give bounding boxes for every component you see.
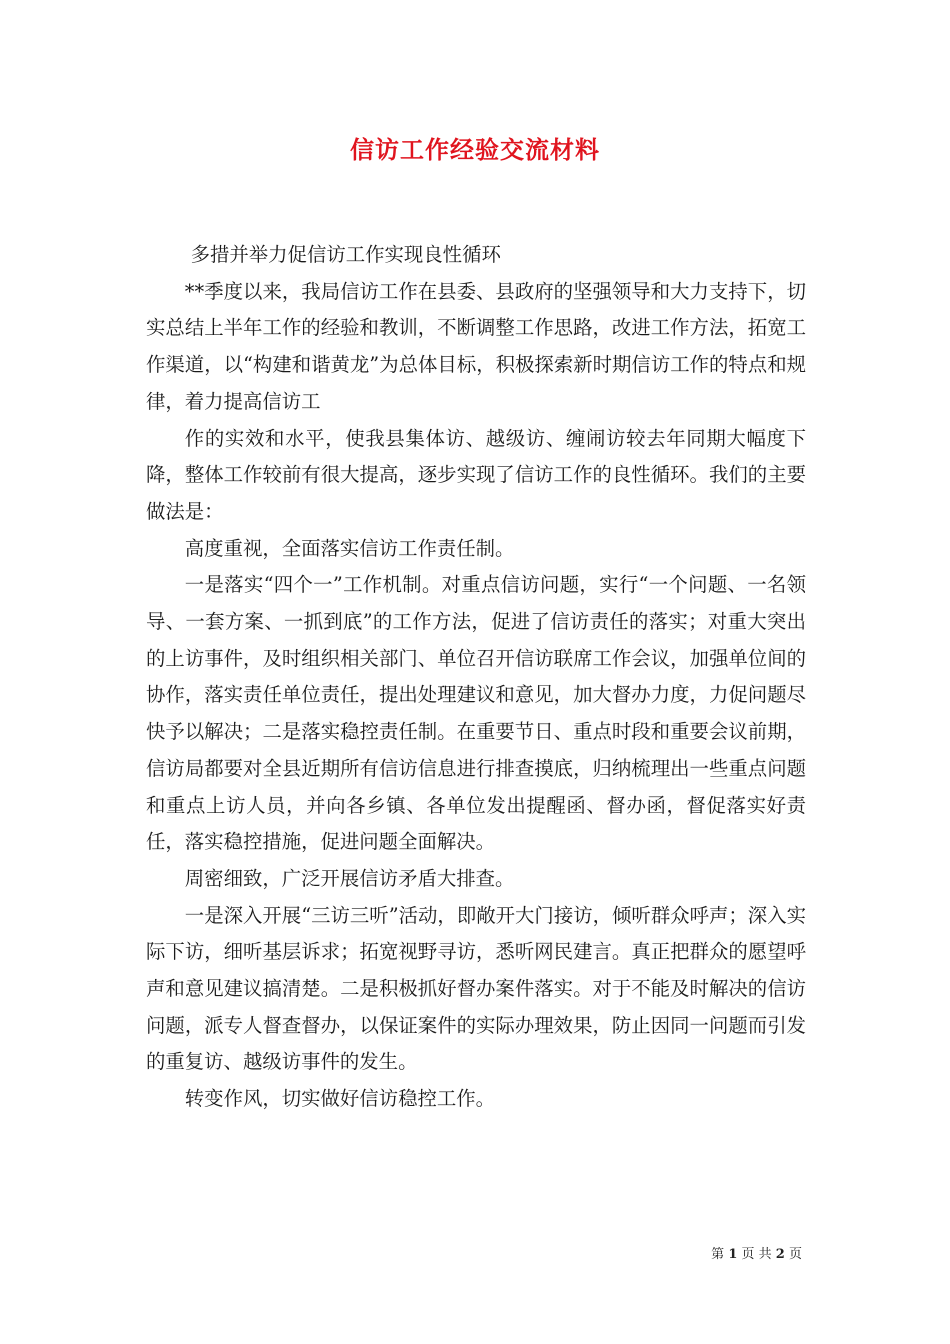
section-heading: 高度重视，全面落实信访工作责任制。 <box>184 536 515 560</box>
paragraph: 一是深入开展“三访三听”活动，即敞开大门接访，倾听群众呼声；深入实际下访，细听基层诉求；拓宽视野寻访，悉听网民建言。真正把群众的愿望呼声和意见建议搞清楚。二是积极抓好督办案件落实。对于不能及时解决的信访问题，派专人督查督办，以保证案件的实际办理效果，防止因同一问题而引发的重复访、越级访事件的发生。 <box>146 903 806 1074</box>
page-suffix: 页 <box>788 1247 802 1262</box>
page-number-footer <box>711 1246 802 1264</box>
section-heading: 周密细致，广泛开展信访矛盾大排查。 <box>184 866 515 890</box>
page-current: 1 <box>728 1247 738 1262</box>
document-body <box>146 237 806 1118</box>
paragraph: **季度以来，我局信访工作在县委、县政府的坚强领导和大力支持下，切实总结上半年工作的经验和教训，不断调整工作思路，改进工作方法，拓宽工作渠道，以“构建和谐黄龙”为总体目标，积极探索新时期信访工作的特点和规律，着力提高信访工 <box>146 279 806 413</box>
paragraph-subtitle: 多措并举力促信访工作实现良性循环 <box>190 243 501 266</box>
document-title: 信访工作经验交流材料 <box>350 135 600 164</box>
paragraph: 一是落实“四个一”工作机制。对重点信访问题，实行“一个问题、一名领导、一套方案、一抓到底”的工作方法，促进了信访责任的落实；对重大突出的上访事件，及时组织相关部门、单位召开信访联席工作会议，加强单位间的协作，落实责任单位责任，提出处理建议和意见，加大督办力度，力促问题尽快予以解决；二是落实稳控责任制。在重要节日、重点时段和重要会议前期，信访局都要对全县近期所有信访信息进行排查摸底，归纳梳理出一些重点问题和重点上访人员，并向各乡镇、各单位发出提醒函、督办函，督促落实好责任，落实稳控措施，促进问题全面解决。 <box>146 573 806 854</box>
section-heading: 转变作风，切实做好信访稳控工作。 <box>184 1087 496 1111</box>
paragraph: 作的实效和水平，使我县集体访、越级访、缠闹访较去年同期大幅度下降，整体工作较前有很大提高，逐步实现了信访工作的良性循环。我们的主要做法是： <box>146 426 806 523</box>
page-middle: 页 共 <box>741 1247 772 1262</box>
page-prefix: 第 <box>711 1247 725 1262</box>
page-total: 2 <box>775 1247 785 1262</box>
